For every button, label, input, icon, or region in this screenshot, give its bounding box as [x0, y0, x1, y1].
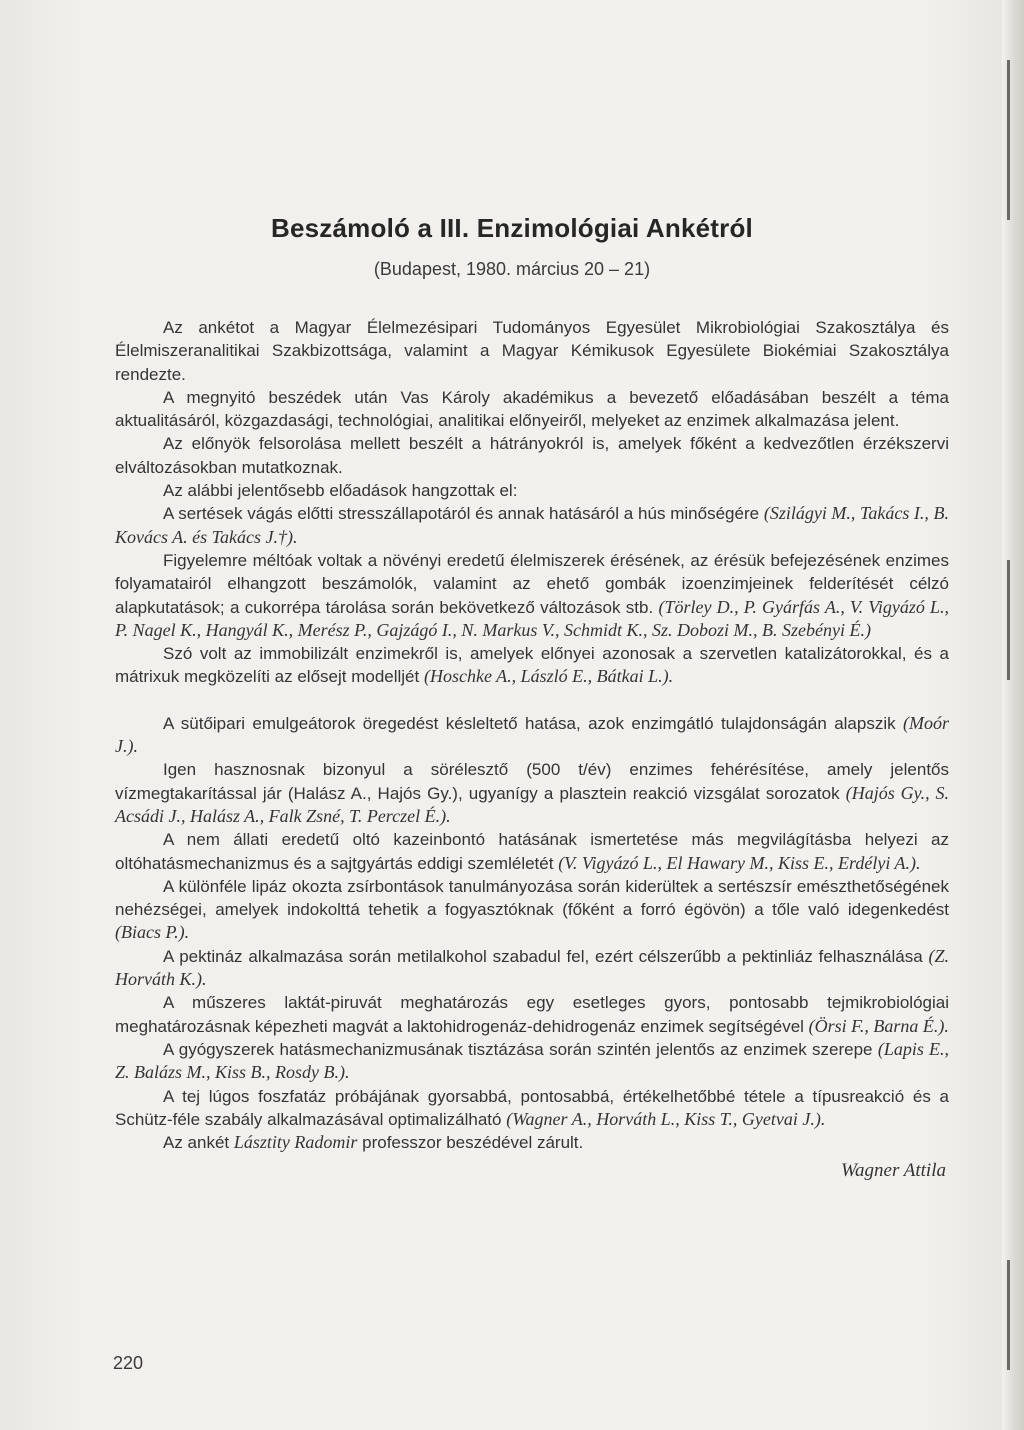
paragraph — [115, 828, 949, 875]
paragraph — [115, 991, 949, 1038]
paragraph — [115, 316, 949, 386]
paragraph — [115, 642, 949, 689]
paragraph-text: A műszeres laktát-piruvát meghatározás egy esetleges gyors, pontosabb tejmikrobiológiai meghatározásnak képezheti magvát a laktohidrogenáz-dehidrogenáz enzimek segítségével — [115, 993, 949, 1036]
page-number: 220 — [113, 1353, 144, 1373]
paragraph-text: A gyógyszerek hatásmechanizmusának tisztázása során szintén jelentős az enzimek szerepe — [163, 1039, 873, 1059]
paragraph — [115, 386, 949, 433]
paragraph-text: Az alábbi jelentősebb előadások hangzottak el: — [163, 481, 518, 501]
paragraph — [115, 945, 949, 992]
paragraph-text: A különféle lipáz okozta zsírbontások tanulmányozása során kiderültek a sertészsír emészthetőségének nehézségei, amelyek indokolttá tehetik a fogyasztóknak (főként a forró égövön) a tőle való idegenkedést — [115, 876, 949, 920]
paragraph-text: Az előnyök felsorolása mellett beszélt a hátrányokról is, amelyek főként a kedvezőtlen érzékszervi elváltozásokban mutatkoznak. — [115, 434, 949, 477]
page-title: Beszámoló a III. Enzimológiai Ankétról — [271, 213, 753, 243]
paragraph — [115, 479, 949, 502]
paragraph — [115, 1038, 949, 1085]
paragraph-tail: professzor beszédével zárult. — [362, 1133, 584, 1153]
paragraph — [115, 1131, 949, 1154]
paragraph-text: A nem állati eredetű oltó kazeinbontó hatásának ismertetése más megvilágításba helyezi az oltóhatásmechanizmus és a sajtgyártás eddigi szemléletét — [115, 830, 949, 873]
paragraph-text: Az ankét — [163, 1133, 230, 1153]
paragraph-text: A tej lúgos foszfatáz próbájának gyorsabbá, pontosabbá, értékelhetőbbé tétele a típusreakció és a Schütz-féle szabály alkalmazásával optimalizálható — [115, 1086, 949, 1129]
paragraph-text: A sütőipari emulgeátorok öregedést késleltető hatása, azok enzimgátló tulajdonságán alapszik — [163, 713, 896, 733]
subtitle: (Budapest, 1980. március 20 – 21) — [373, 259, 651, 279]
authors: (Szilágyi M., Takács I., B. Kovács A. és Takács J.†). — [115, 503, 949, 547]
paragraph-text: A sertések vágás előtti stresszállapotáról és annak hatásáról a hús minőségére — [163, 504, 760, 524]
paragraph-text: Igen hasznosnak bizonyul a sörélesztő (500 t/év) enzimes fehérésítése, amely jelentős vízmegtakarítással jár (Halász A., Hajós Gy.), ugyanígy a plasztein reakció vizsgálat sorozatok — [115, 760, 949, 803]
authors: (Hoschke A., László E., Bátkai L.). — [423, 666, 674, 687]
paragraph — [115, 502, 949, 549]
authors: (Lapis E., Z. Balázs M., Kiss B., Rosdy B.). — [115, 1038, 949, 1083]
article-body — [115, 316, 949, 1154]
paragraph — [115, 1085, 949, 1132]
authors: (Moór J.). — [115, 712, 949, 757]
authors: (Hajós Gy., S. Acsádi J., Halász A., Falk Zsné, T. Perczel É.). — [115, 782, 949, 826]
authors: (Biacs P.). — [115, 922, 190, 943]
authors: (Z. Horváth K.). — [115, 945, 950, 990]
paragraph-text: A pektináz alkalmazása során metilalkohol szabadul fel, ezért célszerűbb a pektinliáz felhasználása — [163, 946, 923, 966]
paragraph — [115, 432, 949, 479]
signature: Wagner Attila — [840, 1160, 946, 1181]
paragraph — [115, 549, 949, 642]
edge-mark — [1007, 60, 1010, 220]
authors: (Wagner A., Horváth L., Kiss T., Gyetvai J.). — [506, 1108, 826, 1129]
authors: (Örsi F., Barna É.). — [808, 1015, 949, 1036]
edge-mark — [1007, 1260, 1010, 1370]
authors: Lásztity Radomir — [233, 1132, 358, 1153]
authors: (Törley D., P. Gyárfás A., V. Vigyázó L., P. Nagel K., Hangyál K., Merész P., Gajzágó I., N. Markus V., Schmidt K., Sz. Dobozi M., B. Szebényi É.) — [115, 596, 949, 640]
paragraph-text: A megnyitó beszédek után Vas Károly akadémikus a bevezető előadásában beszélt a téma aktualitásáról, közgazdasági, technológiai, analitikai előnyeiről, melyeket az enzimek alkalmazása jelent. — [115, 387, 949, 431]
paragraph-text: Figyelemre méltóak voltak a növényi eredetű élelmiszerek érésének, az érésük befejezésének enzimes folyamatairól elhangzott beszámolók, valamint az ehető gombák izoenzimjeinek felderítését célzó alapkutatások; a cukorrépa tárolása során bekövetkező változások stb. — [115, 550, 949, 617]
paragraph-text: Szó volt az immobilizált enzimekről is, amelyek előnyei azonosak a szervetlen katalizátorokkal, és a mátrixuk megközelíti az elősejt modelljét — [115, 644, 949, 687]
paragraph — [115, 875, 949, 945]
authors: (V. Vigyázó L., El Hawary M., Kiss E., Erdélyi A.). — [558, 852, 921, 873]
paragraph — [115, 712, 949, 759]
paragraph — [115, 758, 949, 828]
paragraph-text: Az ankétot a Magyar Élelmezésipari Tudományos Egyesület Mikrobiológiai Szakosztálya és Élelmiszeranalitikai Szakbizottsága, valamint a Magyar Kémikusok Egyesülete Biokémiai Szakosztálya rendezte. — [115, 318, 949, 384]
edge-mark — [1007, 560, 1010, 680]
